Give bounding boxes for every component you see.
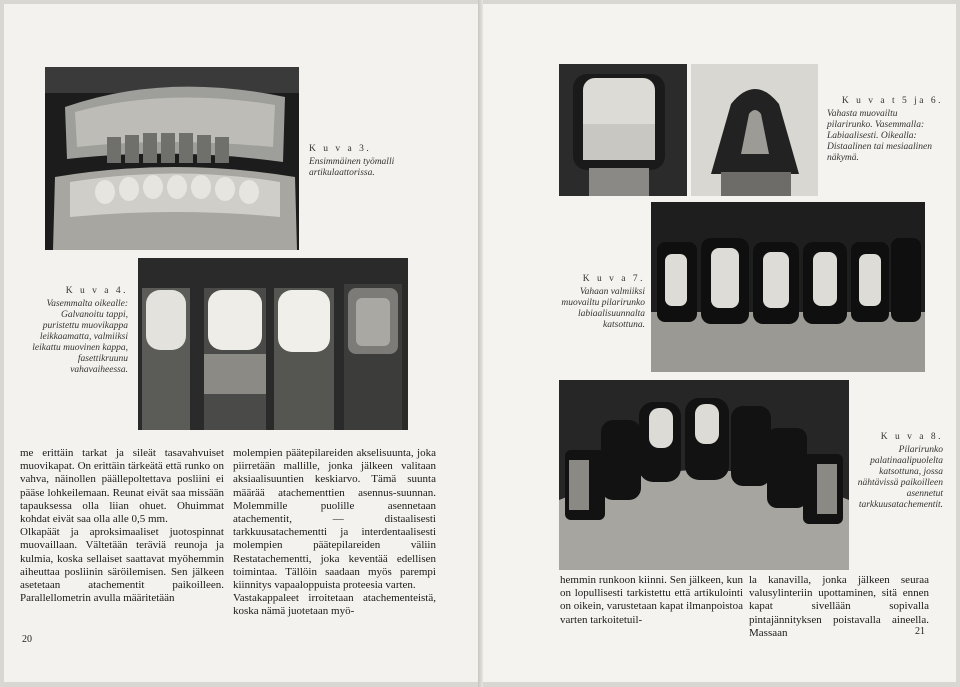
right-column-2: la kanavilla, jonka jälkeen seuraa valusylinteriin upottaminen, sitä ennen kapat sivellään sopivalla pintajännityksen poistavalla aineella. Massaan: [749, 574, 929, 639]
figure-8-title: K u v a 8.: [880, 432, 943, 442]
figure-4-photo: [138, 258, 408, 430]
figure-7-caption: [543, 274, 645, 331]
left-page: [4, 4, 478, 682]
page-number-right: 21: [915, 626, 925, 637]
left-column-1: me erittäin tarkat ja sileät tasavahvuiset muovikapat. On erittäin tärkeätä että runko on vahva, näinollen päällepoltettava posliini ei pääse lohkeilemaan. Reunat eivät saa missään tapauksessa olla liian ohuet. Ohuimmat kohdat eivät saa olla alle 0,5 mm. Olkapäät ja aproksimaaliset juotospinnat muovaillaan. Vältetään teräviä reunoja ja kulmia, koska sellaiset saattavat myöhemmin aiheuttaa posliinin säröilemisen. Sen jälkeen asetetaan atachementit paikoilleen. Parallellometrin avulla määritetään: [20, 447, 224, 605]
figure-5-photo: [559, 64, 687, 196]
figure-7-title: K u v a 7.: [582, 274, 645, 284]
figure-5-6-title: K u v a t 5 ja 6.: [841, 96, 943, 106]
left-column-2: molempien päätepilareiden akselisuunta, joka piirretään mallille, jonka jälkeen valitaan aksiaalisuuntien keskiarvo. Tämä suunta määrää atachementtien asennus-suunnan. Molemmille puolille asennetaan atachementit, — distaalisesti tarkkuusatachementti ja interdentaalisesti molempien päätepilareiden väliin Restatachementti, joka keventää edellisen toimintaa. Tällöin saadaan myös parempi kiinnitys vapaaloppuista proteesia varten. Vastakappaleet irroitetaan atachementeistä, koska nämä juotetaan myö-: [233, 447, 436, 618]
figure-8-caption: [843, 432, 943, 511]
figure-3-text: Ensimmäinen työmalli artikulaattorissa.: [309, 157, 395, 178]
right-column-1: hemmin runkoon kiinni. Sen jälkeen, kun on lopullisesti tarkistettu että artikulointi on oikein, varustetaan kapat ilmanpoistoa varten tarkoitetuil-: [560, 574, 743, 626]
figure-5-6-text: Vahasta muovailtu pilarirunko. Vasemmalla: Labiaalisesti. Oikealla: Distaalinen tai mesiaalinen näkymä.: [827, 109, 933, 163]
figure-3-photo: [45, 67, 299, 250]
figure-4-caption: [24, 286, 128, 376]
figure-4-title: K u v a 4.: [65, 286, 128, 296]
figure-6-photo: [691, 64, 818, 196]
figure-5-6-caption: [827, 96, 943, 164]
figure-4-text: Vasemmalta oikealle: Galvanoitu tappi, puristettu muovikappa leikkaamatta, valmiiksi leikattu muovinen kappa, fasettikruunu vahavaiheessa.: [32, 299, 128, 375]
figure-8-text: Pilarirunko palatinaalipuolelta katsottuna, jossa nähtävissä paikoilleen asennetut tarkkuusatachementit.: [857, 445, 943, 510]
figure-7-photo: [651, 202, 925, 372]
figure-3-title: K u v a 3.: [309, 144, 372, 154]
figure-8-photo: [559, 380, 849, 570]
figure-3-caption: [309, 144, 429, 179]
right-page: [483, 4, 956, 682]
figure-7-text: Vahaan valmiiksi muovailtu pilarirunko labiaalisuunnalta katsottuna.: [561, 287, 645, 330]
page-number-left: 20: [22, 634, 32, 645]
